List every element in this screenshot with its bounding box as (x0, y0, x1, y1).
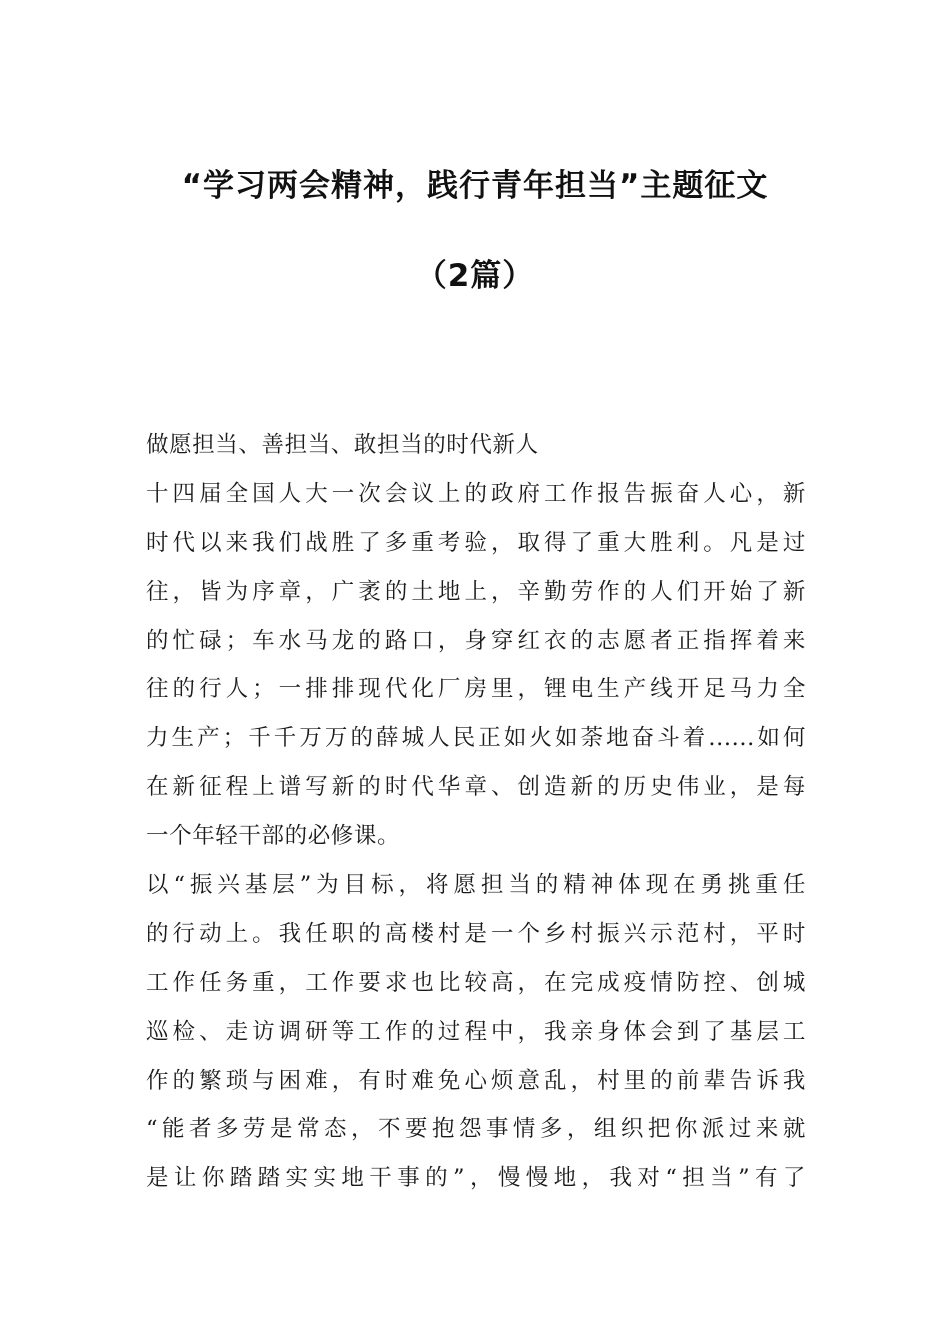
document-subtitle: （2篇） (415, 258, 535, 294)
paragraph-line: 力生产；千千万万的薛城人民正如火如荼地奋斗着......如何 (146, 725, 806, 752)
paragraph-line: 在新征程上谱写新的时代华章、创造新的历史伟业，是每 (146, 774, 806, 801)
paragraph-line: 作的繁琐与困难，有时难免心烦意乱，村里的前辈告诉我 (146, 1067, 806, 1094)
paragraph-line: “能者多劳是常态，不要抱怨事情多，组织把你派过来就 (146, 1116, 806, 1143)
document-body (146, 421, 806, 1203)
section-heading: 做愿担当、善担当、敢担当的时代新人 (146, 432, 539, 458)
paragraph-line: 巡检、走访调研等工作的过程中，我亲身体会到了基层工 (146, 1018, 806, 1045)
document-title: “学习两会精神，践行青年担当”主题征文 (181, 168, 769, 204)
paragraph-line: 时代以来我们战胜了多重考验，取得了重大胜利。凡是过 (146, 529, 806, 556)
paragraph-line: 是让你踏踏实实地干事的”，慢慢地，我对“担当”有了 (146, 1165, 806, 1192)
paragraph-line: 一个年轻干部的必修课。 (146, 823, 401, 850)
paragraph-line: 往，皆为序章，广袤的土地上，辛勤劳作的人们开始了新 (146, 578, 806, 605)
paragraph-line: 的忙碌；车水马龙的路口，身穿红衣的志愿者正指挥着来 (146, 627, 806, 654)
paragraph-line: 十四届全国人大一次会议上的政府工作报告振奋人心，新 (146, 480, 806, 507)
paragraph-line: 的行动上。我任职的高楼村是一个乡村振兴示范村，平时 (146, 920, 806, 947)
paragraph-line: 以“振兴基层”为目标，将愿担当的精神体现在勇挑重任 (146, 872, 806, 899)
paragraph-line: 往的行人；一排排现代化厂房里，锂电生产线开足马力全 (146, 676, 806, 703)
paragraph-line: 工作任务重，工作要求也比较高，在完成疫情防控、创城 (146, 969, 806, 996)
